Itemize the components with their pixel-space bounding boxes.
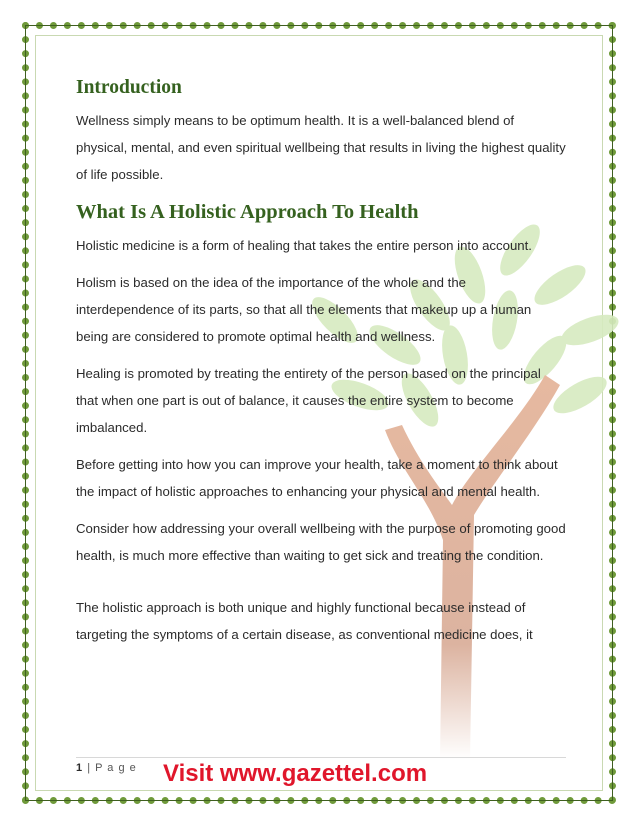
paragraph: Consider how addressing your overall wellbeing with the purpose of promoting good health, is much more effective than waiting to get sick and treating the condition. <box>76 521 566 563</box>
page-number: 1 <box>76 762 84 774</box>
footer-divider <box>76 757 566 758</box>
page-word: | P a g e <box>87 762 137 774</box>
intro-paragraph: Wellness simply means to be optimum health. It is a well-balanced blend of physical, mental, and even spiritual wellbeing that results in living the highest quality of life possible. <box>76 113 566 182</box>
visit-link[interactable]: Visit www.gazettel.com <box>163 760 428 787</box>
paragraph: Holism is based on the idea of the importance of the whole and the interdependence of its parts, so that all the elements that makeup up a human being are considered to promote optimal health and wellness. <box>76 275 532 344</box>
document-body <box>76 75 566 658</box>
page-label <box>76 762 137 774</box>
paragraph: Before getting into how you can improve your health, take a moment to think about the impact of holistic approaches to enhancing your physical and mental health. <box>76 457 558 499</box>
paragraph: The holistic approach is both unique and highly functional because instead of targeting the symptoms of a certain disease, as conventional medicine does, it <box>76 600 533 642</box>
holistic-heading: What Is A Holistic Approach To Health <box>76 201 419 223</box>
intro-heading: Introduction <box>76 77 182 98</box>
paragraph: Healing is promoted by treating the entirety of the person based on the principal that when one part is out of balance, it causes the entire system to become imbalanced. <box>76 366 541 435</box>
paragraph: Holistic medicine is a form of healing that takes the entire person into account. <box>76 238 532 253</box>
